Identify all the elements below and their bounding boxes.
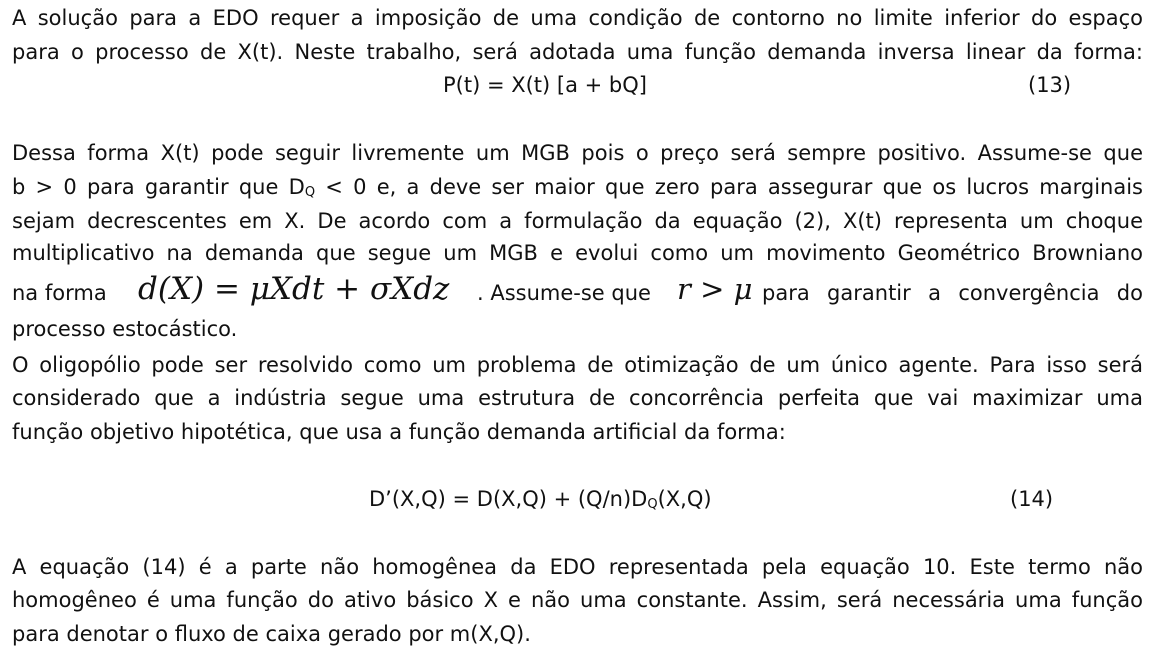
paragraph-2-line-2 xyxy=(12,175,1143,201)
paragraph-3-line-3: função objetivo hipotética, que usa a função demanda artificial da forma: xyxy=(12,420,786,444)
paragraph-3-line-2: considerado que a indústria segue uma estrutura de concorrência perfeita que vai maximizar uma xyxy=(12,386,1143,410)
paragraph-2-line-6: processo estocástico. xyxy=(12,317,238,341)
math-formula-r-gt-mu: r > μ xyxy=(677,272,753,306)
paragraph-4-line-1: A equação (14) é a parte não homogênea da EDO representada pela equação 10. Este termo não xyxy=(12,555,1143,579)
equation-13-number: (13) xyxy=(1028,73,1072,97)
equation-14-subscript-q: Q xyxy=(647,497,658,512)
paragraph-2-line-5-part-b: . Assume-se que xyxy=(477,281,651,305)
paragraph-3-line-1: O oligopólio pode ser resolvido como um problema de otimização de um único agente. Para isso será xyxy=(12,353,1143,377)
paragraph-2-line-1: Dessa forma X(t) pode seguir livremente um MGB pois o preço será sempre positivo. Assume-se que xyxy=(12,141,1143,165)
subscript-q: Q xyxy=(304,185,316,200)
paragraph-4-line-3: para denotar o fluxo de caixa gerado por m(X,Q). xyxy=(12,622,531,646)
paragraph-2-line-2-part-a: b > 0 para garantir que D xyxy=(12,175,305,199)
paragraph-2-line-4: multiplicativo na demanda que segue um MGB e evolui como um movimento Geométrico Browniano xyxy=(12,241,1143,265)
equation-14 xyxy=(369,487,712,517)
paragraph-2-line-2-part-b: < 0 e, a deve ser maior que zero para assegurar que os lucros marginais xyxy=(315,175,1144,199)
paragraph-2-line-5 xyxy=(12,271,1143,311)
equation-14-part-a: D’(X,Q) = D(X,Q) + (Q/n)D xyxy=(369,487,648,511)
equation-14-number: (14) xyxy=(1010,487,1054,511)
paragraph-1-line-1: A solução para a EDO requer a imposição de uma condição de contorno no limite inferior do espaço xyxy=(12,6,1143,30)
paragraph-4-line-2: homogêneo é uma função do ativo básico X e não uma constante. Assim, será necessária uma função xyxy=(12,588,1143,612)
paragraph-2-line-5-part-a: na forma xyxy=(12,281,107,305)
math-formula-gbm: d(X) = μXdt + σXdz xyxy=(138,271,450,307)
paragraph-1-line-2: para o processo de X(t). Neste trabalho, será adotada uma função demanda inversa linear da forma: xyxy=(12,40,1143,64)
paragraph-2-line-3: sejam decrescentes em X. De acordo com a formulação da equação (2), X(t) representa um choque xyxy=(12,209,1143,233)
equation-14-part-b: (X,Q) xyxy=(657,487,712,511)
paragraph-2-line-5-part-c: para garantir a convergência do xyxy=(762,281,1143,305)
equation-13: P(t) = X(t) [a + bQ] xyxy=(443,73,647,97)
